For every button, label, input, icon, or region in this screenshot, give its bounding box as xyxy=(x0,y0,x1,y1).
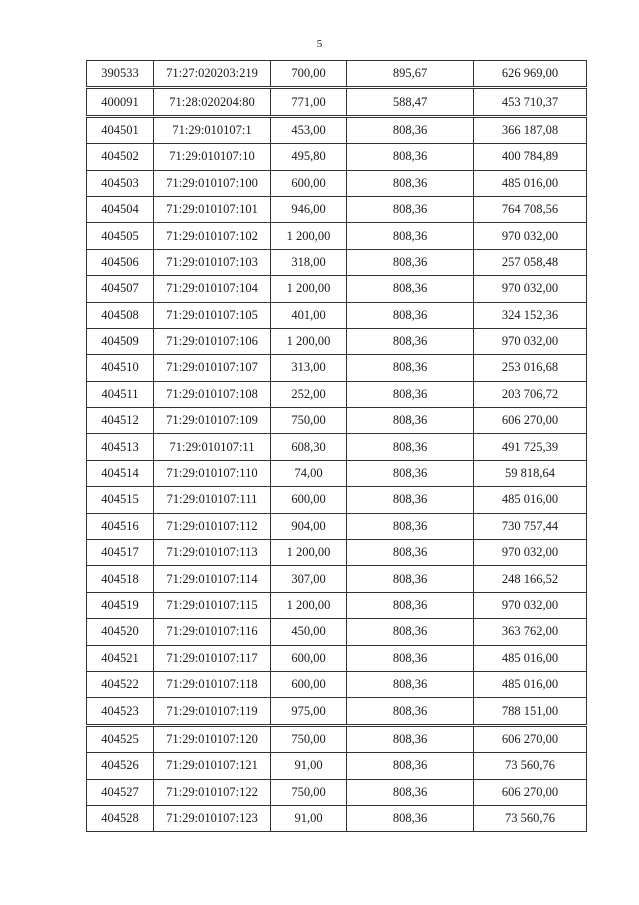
cadastral-number-cell: 71:29:010107:108 xyxy=(154,381,271,407)
table-row xyxy=(87,540,587,566)
table-row xyxy=(87,302,587,328)
table-row xyxy=(87,170,587,196)
specific-value-cell: 808,36 xyxy=(347,540,474,566)
cadastral-number-cell: 71:29:010107:11 xyxy=(154,434,271,460)
cadastral-value-cell: 203 706,72 xyxy=(474,381,587,407)
row-number-cell: 404503 xyxy=(87,170,154,196)
cadastral-number-cell: 71:29:010107:117 xyxy=(154,645,271,671)
specific-value-cell: 808,36 xyxy=(347,619,474,645)
specific-value-cell: 808,36 xyxy=(347,196,474,222)
row-number-cell: 404512 xyxy=(87,408,154,434)
table-row xyxy=(87,223,587,249)
area-cell: 1 200,00 xyxy=(271,328,347,354)
cadastral-value-cell: 257 058,48 xyxy=(474,249,587,275)
area-cell: 91,00 xyxy=(271,805,347,831)
row-number-cell: 404518 xyxy=(87,566,154,592)
table-row xyxy=(87,61,587,88)
specific-value-cell: 808,36 xyxy=(347,805,474,831)
cadastral-value-cell: 970 032,00 xyxy=(474,276,587,302)
cadastral-number-cell: 71:29:010107:121 xyxy=(154,753,271,779)
row-number-cell: 404519 xyxy=(87,592,154,618)
area-cell: 904,00 xyxy=(271,513,347,539)
cadastral-number-cell: 71:29:010107:100 xyxy=(154,170,271,196)
specific-value-cell: 808,36 xyxy=(347,645,474,671)
table-row xyxy=(87,566,587,592)
table-row xyxy=(87,328,587,354)
table-row xyxy=(87,619,587,645)
specific-value-cell: 808,36 xyxy=(347,381,474,407)
specific-value-cell: 808,36 xyxy=(347,460,474,486)
cadastral-number-cell: 71:29:010107:123 xyxy=(154,805,271,831)
row-number-cell: 404528 xyxy=(87,805,154,831)
cadastral-value-cell: 485 016,00 xyxy=(474,170,587,196)
area-cell: 307,00 xyxy=(271,566,347,592)
cadastral-number-cell: 71:29:010107:114 xyxy=(154,566,271,592)
cadastral-number-cell: 71:29:010107:109 xyxy=(154,408,271,434)
cadastral-value-cell: 970 032,00 xyxy=(474,540,587,566)
row-number-cell: 404527 xyxy=(87,779,154,805)
area-cell: 313,00 xyxy=(271,355,347,381)
cadastral-value-cell: 485 016,00 xyxy=(474,671,587,697)
row-number-cell: 404502 xyxy=(87,144,154,170)
cadastral-number-cell: 71:29:010107:116 xyxy=(154,619,271,645)
specific-value-cell: 588,47 xyxy=(347,88,474,116)
cadastral-value-cell: 324 152,36 xyxy=(474,302,587,328)
cadastral-number-cell: 71:29:010107:1 xyxy=(154,116,271,143)
row-number-cell: 404508 xyxy=(87,302,154,328)
area-cell: 750,00 xyxy=(271,725,347,752)
row-number-cell: 400091 xyxy=(87,88,154,116)
specific-value-cell: 808,36 xyxy=(347,566,474,592)
cadastral-number-cell: 71:29:010107:105 xyxy=(154,302,271,328)
area-cell: 600,00 xyxy=(271,645,347,671)
cadastral-value-table xyxy=(86,60,587,832)
cadastral-value-cell: 491 725,39 xyxy=(474,434,587,460)
row-number-cell: 404517 xyxy=(87,540,154,566)
specific-value-cell: 808,36 xyxy=(347,487,474,513)
specific-value-cell: 808,36 xyxy=(347,725,474,752)
row-number-cell: 404513 xyxy=(87,434,154,460)
cadastral-number-cell: 71:29:010107:119 xyxy=(154,698,271,725)
area-cell: 608,30 xyxy=(271,434,347,460)
row-number-cell: 404520 xyxy=(87,619,154,645)
area-cell: 495,80 xyxy=(271,144,347,170)
specific-value-cell: 808,36 xyxy=(347,276,474,302)
cadastral-value-cell: 485 016,00 xyxy=(474,487,587,513)
cadastral-number-cell: 71:29:010107:101 xyxy=(154,196,271,222)
row-number-cell: 404509 xyxy=(87,328,154,354)
table-row xyxy=(87,144,587,170)
specific-value-cell: 808,36 xyxy=(347,434,474,460)
cadastral-value-cell: 59 818,64 xyxy=(474,460,587,486)
area-cell: 1 200,00 xyxy=(271,540,347,566)
specific-value-cell: 808,36 xyxy=(347,116,474,143)
table-row xyxy=(87,725,587,752)
table-row xyxy=(87,513,587,539)
row-number-cell: 404522 xyxy=(87,671,154,697)
cadastral-number-cell: 71:29:010107:10 xyxy=(154,144,271,170)
table-row xyxy=(87,753,587,779)
specific-value-cell: 808,36 xyxy=(347,302,474,328)
area-cell: 600,00 xyxy=(271,170,347,196)
table-row xyxy=(87,249,587,275)
specific-value-cell: 808,36 xyxy=(347,753,474,779)
specific-value-cell: 808,36 xyxy=(347,144,474,170)
cadastral-value-cell: 970 032,00 xyxy=(474,592,587,618)
table-row xyxy=(87,805,587,831)
cadastral-value-cell: 73 560,76 xyxy=(474,753,587,779)
cadastral-value-cell: 970 032,00 xyxy=(474,328,587,354)
row-number-cell: 404504 xyxy=(87,196,154,222)
table-row xyxy=(87,592,587,618)
specific-value-cell: 808,36 xyxy=(347,249,474,275)
cadastral-value-cell: 366 187,08 xyxy=(474,116,587,143)
area-cell: 975,00 xyxy=(271,698,347,725)
cadastral-number-cell: 71:29:010107:120 xyxy=(154,725,271,752)
cadastral-number-cell: 71:29:010107:112 xyxy=(154,513,271,539)
specific-value-cell: 808,36 xyxy=(347,698,474,725)
area-cell: 401,00 xyxy=(271,302,347,328)
table-row xyxy=(87,434,587,460)
cadastral-number-cell: 71:29:010107:106 xyxy=(154,328,271,354)
row-number-cell: 404505 xyxy=(87,223,154,249)
cadastral-number-cell: 71:29:010107:110 xyxy=(154,460,271,486)
area-cell: 750,00 xyxy=(271,408,347,434)
area-cell: 74,00 xyxy=(271,460,347,486)
area-cell: 450,00 xyxy=(271,619,347,645)
cadastral-number-cell: 71:27:020203:219 xyxy=(154,61,271,88)
cadastral-value-cell: 253 016,68 xyxy=(474,355,587,381)
cadastral-value-cell: 453 710,37 xyxy=(474,88,587,116)
cadastral-number-cell: 71:28:020204:80 xyxy=(154,88,271,116)
table-row xyxy=(87,88,587,116)
row-number-cell: 404507 xyxy=(87,276,154,302)
cadastral-value-cell: 248 166,52 xyxy=(474,566,587,592)
cadastral-value-cell: 606 270,00 xyxy=(474,725,587,752)
table-row xyxy=(87,355,587,381)
table-row xyxy=(87,779,587,805)
row-number-cell: 404515 xyxy=(87,487,154,513)
row-number-cell: 404521 xyxy=(87,645,154,671)
row-number-cell: 404523 xyxy=(87,698,154,725)
table-row xyxy=(87,671,587,697)
row-number-cell: 404501 xyxy=(87,116,154,143)
cadastral-value-cell: 730 757,44 xyxy=(474,513,587,539)
table-row xyxy=(87,408,587,434)
area-cell: 1 200,00 xyxy=(271,592,347,618)
cadastral-value-cell: 626 969,00 xyxy=(474,61,587,88)
area-cell: 600,00 xyxy=(271,487,347,513)
specific-value-cell: 895,67 xyxy=(347,61,474,88)
row-number-cell: 404506 xyxy=(87,249,154,275)
table-row xyxy=(87,460,587,486)
cadastral-value-cell: 970 032,00 xyxy=(474,223,587,249)
specific-value-cell: 808,36 xyxy=(347,223,474,249)
cadastral-number-cell: 71:29:010107:122 xyxy=(154,779,271,805)
cadastral-number-cell: 71:29:010107:102 xyxy=(154,223,271,249)
row-number-cell: 404526 xyxy=(87,753,154,779)
cadastral-value-cell: 788 151,00 xyxy=(474,698,587,725)
page-number: 5 xyxy=(316,38,323,50)
cadastral-number-cell: 71:29:010107:111 xyxy=(154,487,271,513)
area-cell: 1 200,00 xyxy=(271,223,347,249)
row-number-cell: 404514 xyxy=(87,460,154,486)
row-number-cell: 390533 xyxy=(87,61,154,88)
row-number-cell: 404511 xyxy=(87,381,154,407)
table-row xyxy=(87,381,587,407)
row-number-cell: 404525 xyxy=(87,725,154,752)
cadastral-number-cell: 71:29:010107:115 xyxy=(154,592,271,618)
row-number-cell: 404516 xyxy=(87,513,154,539)
area-cell: 91,00 xyxy=(271,753,347,779)
specific-value-cell: 808,36 xyxy=(347,408,474,434)
area-cell: 453,00 xyxy=(271,116,347,143)
specific-value-cell: 808,36 xyxy=(347,355,474,381)
area-cell: 600,00 xyxy=(271,671,347,697)
table-row xyxy=(87,698,587,725)
specific-value-cell: 808,36 xyxy=(347,592,474,618)
row-number-cell: 404510 xyxy=(87,355,154,381)
cadastral-number-cell: 71:29:010107:104 xyxy=(154,276,271,302)
cadastral-number-cell: 71:29:010107:118 xyxy=(154,671,271,697)
specific-value-cell: 808,36 xyxy=(347,513,474,539)
cadastral-number-cell: 71:29:010107:103 xyxy=(154,249,271,275)
cadastral-value-cell: 400 784,89 xyxy=(474,144,587,170)
table-row xyxy=(87,645,587,671)
cadastral-value-cell: 485 016,00 xyxy=(474,645,587,671)
cadastral-number-cell: 71:29:010107:107 xyxy=(154,355,271,381)
table-row xyxy=(87,487,587,513)
area-cell: 750,00 xyxy=(271,779,347,805)
cadastral-value-table-container xyxy=(86,60,586,832)
specific-value-cell: 808,36 xyxy=(347,170,474,196)
cadastral-value-cell: 363 762,00 xyxy=(474,619,587,645)
specific-value-cell: 808,36 xyxy=(347,671,474,697)
specific-value-cell: 808,36 xyxy=(347,328,474,354)
area-cell: 318,00 xyxy=(271,249,347,275)
table-row xyxy=(87,196,587,222)
cadastral-value-cell: 606 270,00 xyxy=(474,779,587,805)
specific-value-cell: 808,36 xyxy=(347,779,474,805)
area-cell: 771,00 xyxy=(271,88,347,116)
area-cell: 946,00 xyxy=(271,196,347,222)
table-row xyxy=(87,276,587,302)
area-cell: 252,00 xyxy=(271,381,347,407)
area-cell: 1 200,00 xyxy=(271,276,347,302)
cadastral-value-cell: 73 560,76 xyxy=(474,805,587,831)
table-row xyxy=(87,116,587,143)
area-cell: 700,00 xyxy=(271,61,347,88)
cadastral-value-cell: 764 708,56 xyxy=(474,196,587,222)
table-body xyxy=(87,61,587,832)
cadastral-value-cell: 606 270,00 xyxy=(474,408,587,434)
cadastral-number-cell: 71:29:010107:113 xyxy=(154,540,271,566)
